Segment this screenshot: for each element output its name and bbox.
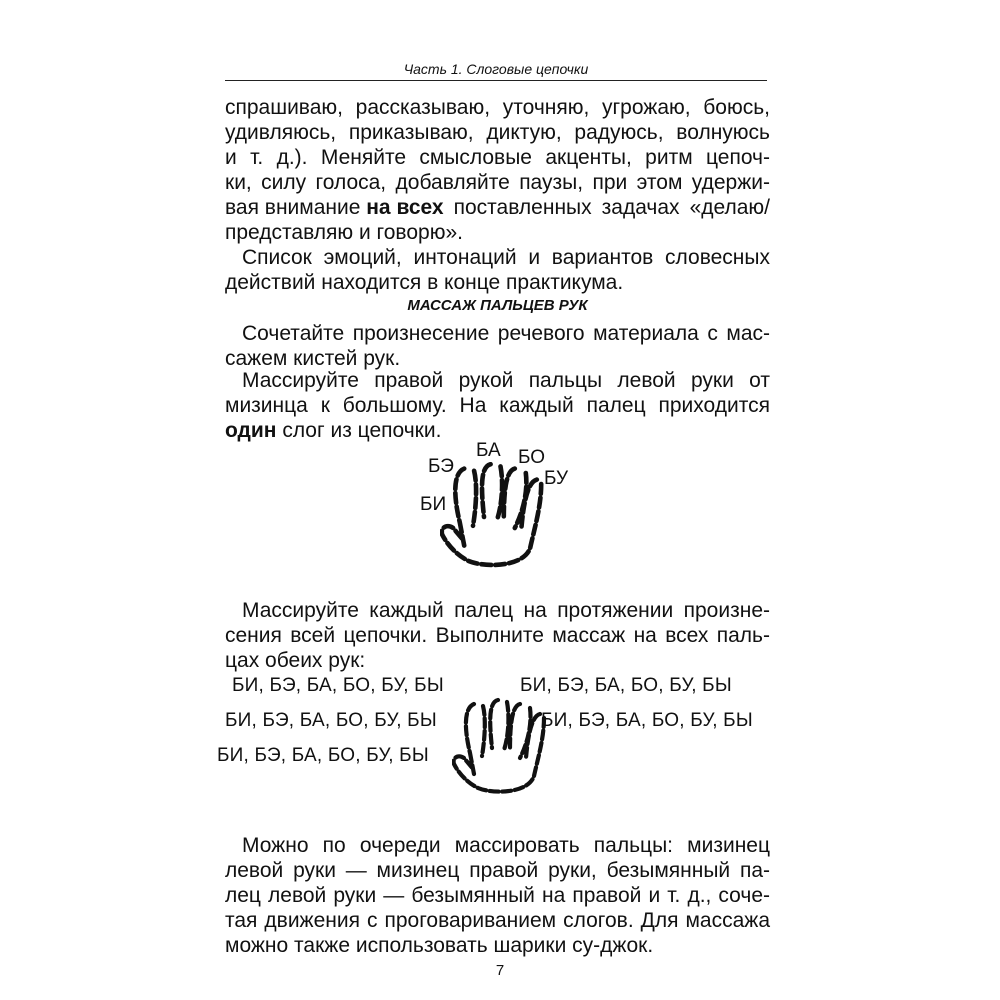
intro-paragraph <box>225 95 770 245</box>
page-number: 7 <box>495 962 505 979</box>
text-line <box>225 195 770 220</box>
massage-intro-paragraph <box>225 321 770 371</box>
syllable-chain: БИ, БЭ, БА, БО, БУ, БЫ <box>217 745 429 766</box>
syllable-label: БА <box>476 440 501 461</box>
syllable-label: БЭ <box>428 456 454 477</box>
text-line: Можно по очереди массировать пальцы: мизинец <box>242 834 770 857</box>
text-line: левой руки — мизинец правой руки, безымянный па- <box>225 859 770 882</box>
text-line: лец левой руки — безымянный на правой и т. д., сочe- <box>225 884 770 907</box>
text-line: можно также использовать шарики су-джок. <box>225 934 654 957</box>
text-line: и т. д.). Меняйте смысловые акценты, ритм цепоч- <box>225 146 770 169</box>
text-fragment: вая внимание <box>225 196 367 219</box>
text-line: действий находится в конце практикума. <box>225 271 624 294</box>
text-line: Сочетайте произнесение речевого материала с мас- <box>242 322 770 345</box>
text-line: сажем кистей рук. <box>225 347 401 370</box>
running-header <box>225 58 767 81</box>
hand-icon <box>440 462 550 572</box>
text-line: удивляюсь, приказываю, диктую, радуюсь, волнуюсь <box>225 121 770 144</box>
syllable-label: БУ <box>544 468 569 489</box>
emphasis-text: один <box>225 419 277 442</box>
text-line: Массируйте правой рукой пальцы левой руки от <box>242 369 770 392</box>
text-line: тая движения с проговариванием слогов. Для массажа <box>225 909 770 932</box>
text-line: сения всей цепочки. Выполните массаж на всех паль- <box>225 624 770 647</box>
syllable-chain: БИ, БЭ, БА, БО, БУ, БЫ <box>541 710 753 731</box>
text-line: Список эмоций, интонаций и вариантов словесных <box>242 246 770 269</box>
text-line: Массируйте каждый палец на протяжении произне- <box>242 599 770 622</box>
syllable-chain: БИ, БЭ, БА, БО, БУ, БЫ <box>225 710 437 731</box>
section-title: МАССАЖ ПАЛЬЦЕВ РУК <box>407 297 588 314</box>
instruction-paragraph-1 <box>225 368 770 443</box>
hand-icon <box>452 690 552 806</box>
emphasis-text: на всех <box>366 196 444 219</box>
text-line: представляю и говорю». <box>225 221 463 244</box>
instruction-paragraph-2 <box>225 598 770 673</box>
text-line: ки, силу голоса, добавляйте паузы, при этом удержи- <box>225 171 770 194</box>
syllable-chain: БИ, БЭ, БА, БО, БУ, БЫ <box>232 675 444 696</box>
text-line: цах обеих рук: <box>225 649 366 672</box>
syllable-label: БО <box>518 447 546 468</box>
syllable-label: БИ <box>420 494 447 515</box>
running-title: Часть 1. Слоговые цепочки <box>403 61 589 77</box>
text-line: мизинца к большому. На каждый палец приходится <box>225 394 770 417</box>
syllable-chain: БИ, БЭ, БА, БО, БУ, БЫ <box>520 675 732 696</box>
closing-paragraph <box>225 833 770 958</box>
list-note-paragraph <box>225 245 770 295</box>
text-line: спрашиваю, рассказываю, уточняю, угрожаю, боюсь, <box>225 96 770 119</box>
text-fragment: слог из цепочки. <box>276 419 442 442</box>
text-fragment: поставленных задачах «делаю/ <box>443 196 770 219</box>
